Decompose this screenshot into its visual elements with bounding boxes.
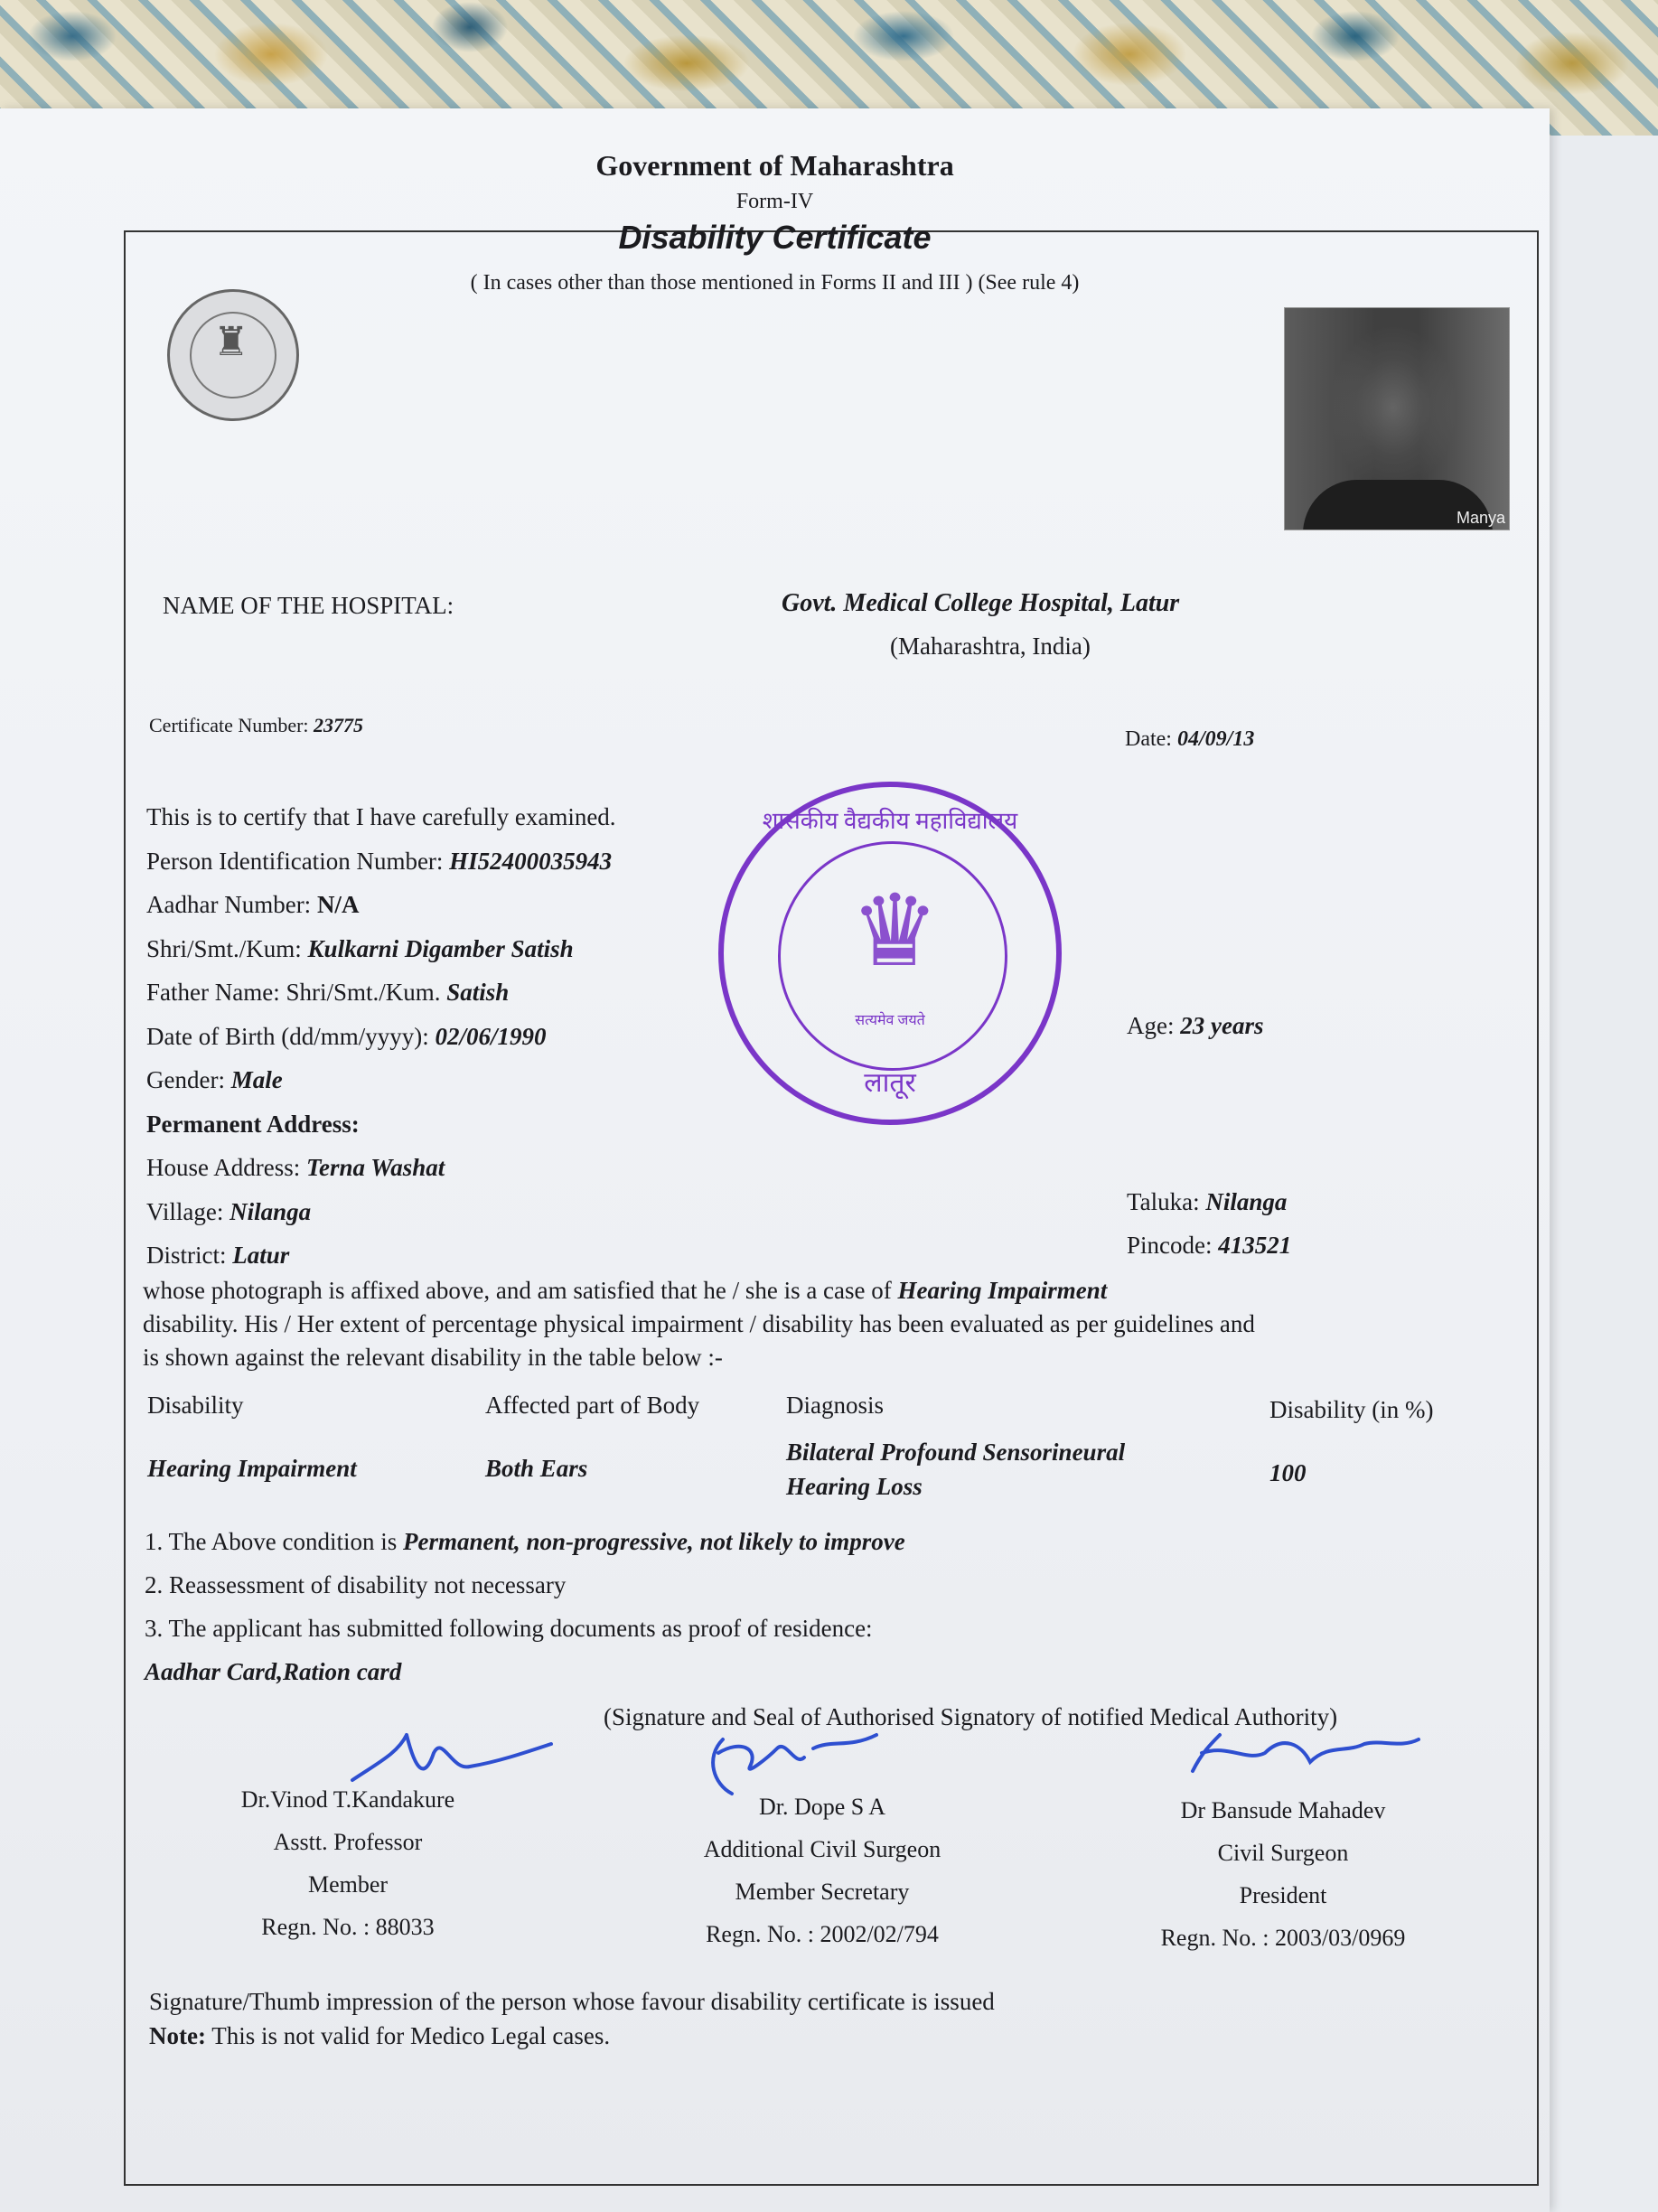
district-line: District: Latur (146, 1242, 290, 1269)
thumb-impression-line: Signature/Thumb impression of the person whose favour disability certificate is issued (149, 1988, 995, 2015)
hospital-seal: ♛ शासकीय वैद्यकीय महाविद्यालय सत्यमेव जयते लातूर (718, 782, 1062, 1125)
seal-top-text: शासकीय वैद्यकीय महाविद्यालय (762, 808, 1018, 834)
dob-line: Date of Birth (dd/mm/yyyy): 02/06/1990 (146, 1022, 547, 1050)
certificate-paper (0, 108, 1550, 2212)
certificate-number: Certificate Number: 23775 (149, 714, 364, 736)
condition-3: 3. The applicant has submitted following documents as proof of residence: (145, 1615, 873, 1642)
name-line: Shri/Smt./Kum: Kulkarni Digamber Satish (146, 934, 574, 962)
applicant-photo (1284, 307, 1510, 530)
seal-motto: सत्यमेव जयते (855, 1013, 925, 1028)
maharashtra-emblem-icon: ♜ (167, 289, 299, 421)
signatory-role: Asstt. Professor (273, 1829, 423, 1855)
certificate-date: Date: 04/09/13 (1125, 727, 1255, 751)
signatory-kandakure (176, 1778, 520, 1948)
hospital-label: NAME OF THE HOSPITAL: (163, 592, 454, 619)
pin-line: Person Identification Number: HI52400035943 (146, 847, 613, 875)
table-cell-diagnosis-2: Hearing Loss (786, 1473, 923, 1500)
signatory-position: President (1239, 1882, 1327, 1908)
village-line: Village: Nilanga (146, 1197, 312, 1225)
table-header-body: Affected part of Body (485, 1392, 700, 1419)
certify-intro: This is to certify that I have carefully examined. (146, 803, 616, 830)
signatory-dope (651, 1786, 994, 1955)
conditions-list (145, 1520, 905, 1693)
signatory-bansude (1107, 1789, 1459, 1959)
validity-note: Note: This is not valid for Medico Legal cases. (149, 2022, 611, 2049)
certificate-subtitle: ( In cases other than those mentioned in Forms II and III ) (See rule 4) (470, 271, 1080, 295)
signatory-name: Dr.Vinod T.Kandakure (240, 1786, 455, 1813)
signatory-position: Member Secretary (735, 1879, 910, 1905)
condition-1: 1. The Above condition is Permanent, non-progressive, not likely to improve (145, 1528, 905, 1555)
signatory-name: Dr. Dope S A (758, 1794, 886, 1820)
condition-2: 2. Reassessment of disability not necessary (145, 1571, 567, 1598)
seal-bottom-text: लातूर (864, 1068, 916, 1098)
residence-documents: Aadhar Card,Ration card (145, 1658, 402, 1685)
pincode-line: Pincode: 413521 (1127, 1232, 1292, 1259)
person-details (146, 795, 616, 1278)
signatory-regn: Regn. No. : 88033 (261, 1914, 435, 1940)
table-cell-percent: 100 (1269, 1459, 1307, 1486)
table-header-diagnosis: Diagnosis (786, 1392, 884, 1419)
signatory-position: Member (307, 1871, 389, 1898)
statement-line-3: is shown against the relevant disability in the table below :- (143, 1344, 723, 1371)
table-cell-disability: Hearing Impairment (147, 1455, 357, 1482)
table-cell-diagnosis-1: Bilateral Profound Sensorineural (786, 1439, 1126, 1466)
signatory-heading: (Signature and Seal of Authorised Signatory of notified Medical Authority) (604, 1703, 1338, 1730)
aadhar-line: Aadhar Number: N/A (146, 891, 360, 918)
signatory-regn: Regn. No. : 2002/02/794 (706, 1921, 939, 1947)
table-cell-body: Both Ears (485, 1455, 588, 1482)
hospital-location: (Maharashtra, India) (890, 633, 1091, 660)
signature-bansude (1175, 1717, 1428, 1789)
photo-caption: Manya (1456, 509, 1505, 527)
signatory-role: Additional Civil Surgeon (703, 1836, 941, 1862)
table-header-disability: Disability (147, 1392, 244, 1419)
signatory-role: Civil Surgeon (1217, 1840, 1349, 1866)
statement-line-2: disability. His / Her extent of percentage physical impairment / disability has been evaluated as per guidelines and (143, 1310, 1255, 1337)
certificate-title: Disability Certificate (618, 219, 932, 256)
signatory-regn: Regn. No. : 2003/03/0969 (1160, 1925, 1406, 1951)
address-heading: Permanent Address: (146, 1110, 360, 1138)
table-header-percent: Disability (in %) (1269, 1396, 1434, 1423)
form-number: Form-IV (735, 190, 814, 213)
government-title: Government of Maharashtra (595, 149, 954, 182)
gender-line: Gender: Male (146, 1066, 283, 1093)
signatory-name: Dr Bansude Mahadev (1180, 1797, 1386, 1823)
father-line: Father Name: Shri/Smt./Kum. Satish (146, 979, 510, 1006)
house-line: House Address: Terna Washat (146, 1154, 445, 1181)
taluka-line: Taluka: Nilanga (1127, 1188, 1288, 1215)
statement-paragraph: whose photograph is affixed above, and am satisfied that he / she is a case of Hearing Impairment disability. His / Her extent of percentage physical impairment / disability has been evaluated as per guidelines and is shown against the relevant disability in the table below :- (143, 1274, 1525, 1374)
age-line: Age: 23 years (1127, 1012, 1264, 1039)
hospital-name: Govt. Medical College Hospital, Latur (782, 589, 1180, 617)
